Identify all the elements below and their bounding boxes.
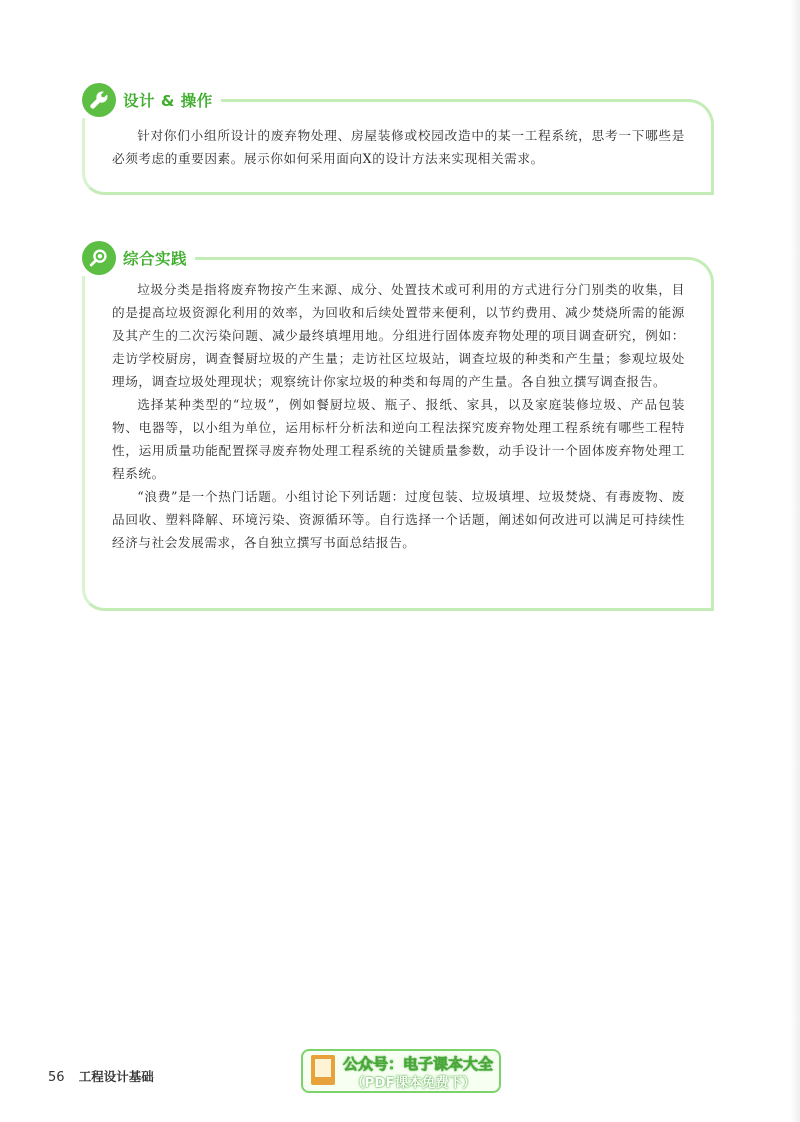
book-title: 工程设计基础 bbox=[78, 1069, 154, 1084]
watermark-line-2: （PDF课本免费下） bbox=[351, 1075, 476, 1091]
magnifier-icon bbox=[82, 241, 116, 275]
practice-paragraph-2: 选择某种类型的“垃圾”，例如餐厨垃圾、瓶子、报纸、家具，以及家庭装修垃圾、产品包装物、电器等，以小组为单位，运用标杆分析法和逆向工程法探究废弃物处理工程系统有哪些工程特性，运用质量功能配置探寻废弃物处理工程系统的关键质量参数，动手设计一个固体废弃物处理工程系统。 bbox=[112, 397, 685, 481]
design-section-paragraph: 针对你们小组所设计的废弃物处理、房屋装修或校园改造中的某一工程系统，思考一下哪些是必须考虑的重要因素。展示你如何采用面向X的设计方法来实现相关需求。 bbox=[112, 128, 685, 166]
wrench-icon bbox=[82, 83, 116, 117]
page-number: 56 bbox=[48, 1070, 65, 1085]
practice-section-heading bbox=[82, 240, 195, 276]
book-icon bbox=[311, 1055, 335, 1085]
practice-section-body bbox=[112, 278, 685, 554]
watermark-line-1: 公众号：电子课本大全 bbox=[343, 1055, 494, 1073]
design-section bbox=[82, 82, 714, 192]
practice-section-title: 综合实践 bbox=[123, 250, 188, 268]
practice-paragraph-1: 垃圾分类是指将废弃物按产生来源、成分、处置技术或可利用的方式进行分门别类的收集，目的是提高垃圾资源化利用的效率，为回收和后续处置带来便利，以节约费用、减少焚烧所需的能源及其产生的二次污染问题、减少最终填埋用地。分组进行固体废弃物处理的项目调查研究，例如：走访学校厨房，调查餐厨垃圾的产生量；走访社区垃圾站，调查垃圾的种类和产生量；参观垃圾处理场，调查垃圾处理现状；观察统计你家垃圾的种类和每周的产生量。各自独立撰写调查报告。 bbox=[112, 282, 685, 389]
page-edge-shadow bbox=[790, 0, 800, 1122]
practice-paragraph-3: “浪费”是一个热门话题。小组讨论下列话题：过度包装、垃圾填埋、垃圾焚烧、有毒废物、废品回收、塑料降解、环境污染、资源循环等。自行选择一个话题，阐述如何改进可以满足可持续性经济与社会发展需求，各自独立撰写书面总结报告。 bbox=[112, 489, 685, 550]
watermark-stamp bbox=[301, 1049, 501, 1093]
design-section-body bbox=[112, 124, 685, 170]
practice-section bbox=[82, 240, 714, 610]
design-section-title: 设计 & 操作 bbox=[123, 92, 213, 110]
page-footer bbox=[48, 1067, 154, 1085]
design-section-heading bbox=[82, 82, 221, 118]
